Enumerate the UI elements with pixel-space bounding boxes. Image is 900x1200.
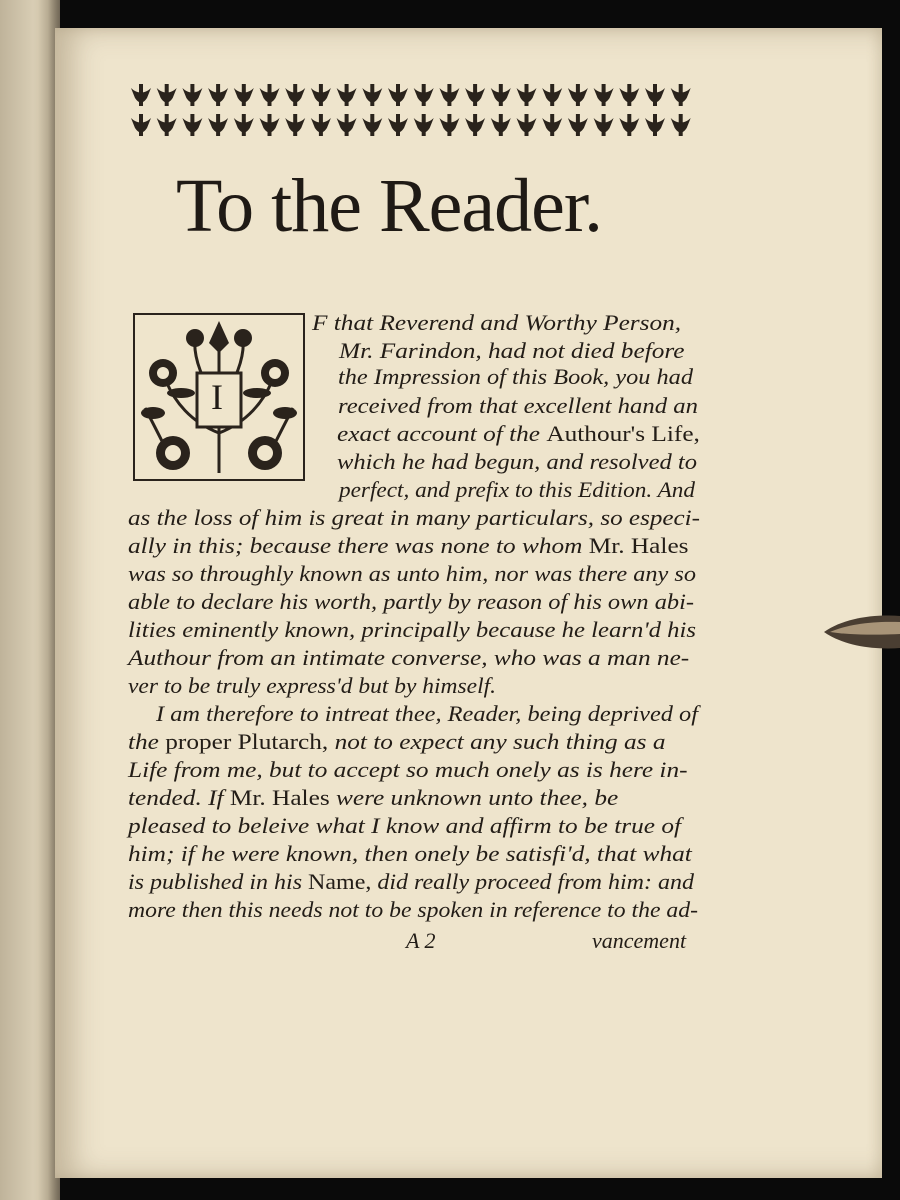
text-run: received from that excellent hand an [338,393,698,418]
text-line [128,619,696,641]
fleuron-stem [499,114,503,136]
fleuron-stem [139,114,143,136]
text-run: lities eminently known, principally because he learn'd his [128,617,696,642]
text-line [128,731,666,753]
fleuron-stem [602,84,606,106]
fleuron-stem [473,114,477,136]
fleuron-stem [165,114,169,136]
text-run: ver to be truly express'd but by himself. [128,673,496,698]
text-run: the [128,729,166,754]
fleuron-stem [422,114,426,136]
fleuron-stem [268,114,272,136]
fleuron-stem [345,84,349,106]
text-line [156,703,698,725]
fleuron-stem [525,84,529,106]
text-run: the Impression of this Book, you had [338,364,693,389]
text-run: , had not died before [475,338,685,363]
text-line [128,871,694,893]
fleuron-stem [550,84,554,106]
text-run: Authour's Life, [546,421,700,446]
catchword: vancement [592,928,687,953]
fleuron-stem [242,114,246,136]
page-title: To the Reader. [176,164,602,248]
text-line [128,563,696,585]
text-line [128,535,689,557]
fleuron-stem [370,114,374,136]
text-run: Mr. Farindon [339,338,476,363]
fleuron-stem [396,84,400,106]
fleuron-stem [576,114,580,136]
text-run: Life from me, but to accept so much onely as is here in- [128,757,688,782]
text-run: Mr. Hales [229,785,330,810]
fleuron-stem [550,114,554,136]
text-run: pleased to beleive what I know and affirm to be true of [128,813,682,838]
text-line [128,591,694,613]
fleuron-stem [653,114,657,136]
fleuron-stem [679,84,683,106]
text-line [128,507,700,529]
text-line [128,759,688,781]
fleuron-stem [473,84,477,106]
fleuron-stem [499,84,503,106]
text-line [128,675,496,697]
text-run: did really proceed from him: and [371,869,694,894]
fleuron-stem [216,84,220,106]
text-run: was so throughly known as unto him, nor was there any so [128,561,696,586]
fleuron-stem [396,114,400,136]
text-run: more then this needs not to be spoken in reference to the ad- [128,897,698,922]
text-run: able to declare his worth, partly by reason of his own abi- [128,589,694,614]
fleuron-stem [319,84,323,106]
ornament-band-icon [128,80,694,142]
text-line [128,899,698,921]
metal-clip-icon [824,612,900,652]
fleuron-stem [165,84,169,106]
text-run: is published in his [128,869,309,894]
fleuron-stem [293,84,297,106]
text-run: were unknown unto thee, be [329,785,619,810]
text-line [312,312,681,334]
fleuron-stem [602,114,606,136]
fleuron-stem [139,84,143,106]
fleuron-stem [293,114,297,136]
text-line [338,366,693,388]
text-line [337,451,697,473]
text-run: ally in this; because there was none to whom [128,533,589,558]
text-line [337,423,700,445]
fleuron-stem [345,114,349,136]
fleuron-stem [190,114,194,136]
text-line [339,479,695,501]
text-line [128,843,692,865]
fleuron-stem [679,114,683,136]
text-run: Authour from an intimate converse, who was a man ne- [128,645,690,670]
signature-mark: A 2 [406,928,436,953]
text-run: him; if he were known, then onely be satisfi'd, that what [128,841,692,866]
text-run: proper Plutarch, [165,729,329,754]
text-line [128,787,618,809]
text-run: I am therefore to intreat thee, Reader, being deprived of [156,701,698,726]
fleuron-stem [242,84,246,106]
text-run: F that Reverend and Worthy Person, [312,310,682,335]
fleuron-stem [370,84,374,106]
text-run: exact account of the [337,421,547,446]
fleuron-stem [216,114,220,136]
fleuron-stem [447,114,451,136]
text-run: as the loss of him is great in many particulars, so especi- [128,505,700,530]
dropcap-letter: I [211,377,223,417]
text-line [339,340,685,362]
fleuron-stem [447,84,451,106]
fleuron-stem [576,84,580,106]
fleuron-stem [627,84,631,106]
text-run: Name, [308,869,372,894]
fleuron-stem [653,84,657,106]
fleuron-stem [268,84,272,106]
fleuron-stem [422,84,426,106]
text-line [338,395,698,417]
text-run: Mr. Hales [588,533,689,558]
fleuron-stem [525,114,529,136]
fleuron-stem [319,114,323,136]
text-run: tended. If [128,785,230,810]
text-line [128,815,681,837]
text-run: not to expect any such thing as a [328,729,666,754]
text-run: perfect, and prefix to this Edition. And [339,477,695,502]
fleuron-stem [627,114,631,136]
text-run: which he had begun, and resolved to [337,449,697,474]
fleuron-stem [190,84,194,106]
text-line [128,647,689,669]
